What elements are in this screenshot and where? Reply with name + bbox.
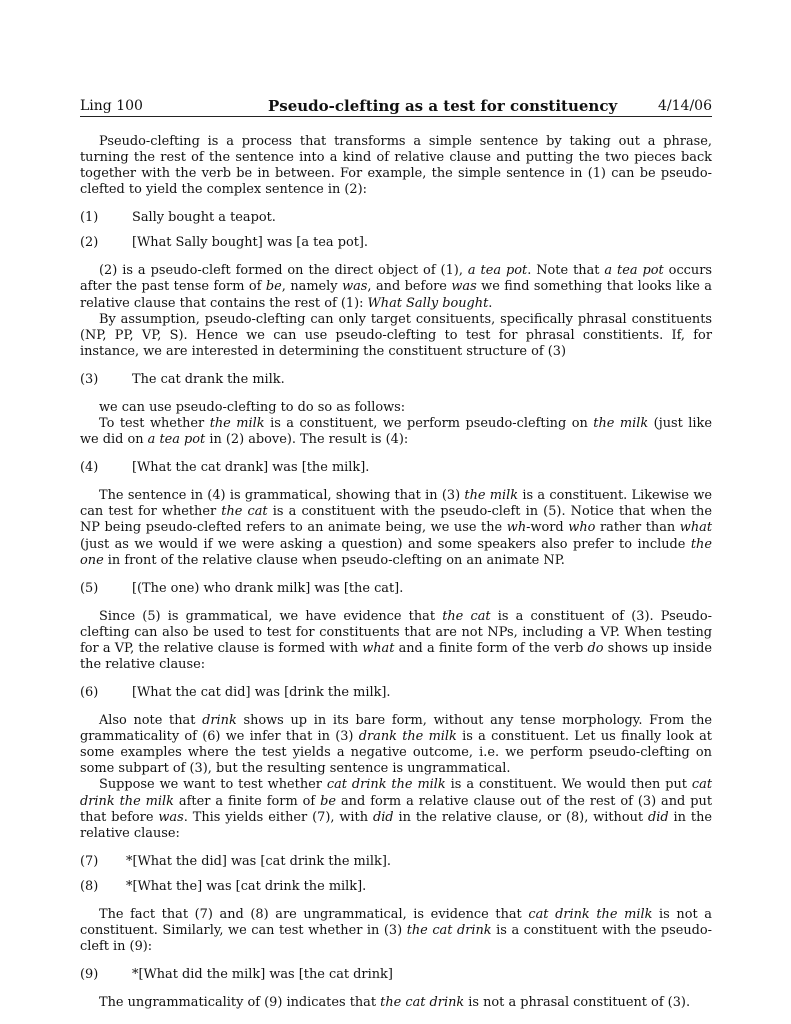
course-label: Ling 100 — [80, 98, 143, 114]
example-sentence: [What the cat did] was [drink the milk]. — [132, 685, 391, 701]
example-sentence: *[What the did] was [cat drink the milk]. — [126, 853, 391, 869]
paragraph-grammatical-5: Since (5) is grammatical, we have evidence that the cat is a constituent of (3). Pseudo-clefting can also be used to test for constituents that are not NPs, including a VP. When testing for a VP, the relative clause is formed with what and a finite form of the verb do shows up inside the relative clause: — [80, 608, 713, 672]
paragraph-bare-form: Also note that drink shows up in its bare form, without any tense morphology. From the grammaticality of (6) we infer that in (3) drank the milk is a constituent. Let us finally look at some examples where the test yields a negative outcome, i.e. we perform pseudo-clefting on some subpart of (3), but the resulting sentence is ungrammatical. — [80, 713, 712, 777]
example-1 — [80, 210, 712, 226]
page-header — [80, 98, 712, 117]
example-3 — [80, 372, 712, 388]
document-page — [80, 98, 712, 1011]
example-sentence: The cat drank the milk. — [132, 371, 285, 387]
example-number: (8) — [80, 878, 99, 894]
paragraph-intro: Pseudo-clefting is a process that transforms a simple sentence by taking out a phrase, turning the rest of the sentence into a kind of relative clause and putting the two pieces back together with the verb be in between. For example, the simple sentence in (1) can be pseudo-clefted to yield the complex sentence in (2): — [80, 134, 712, 198]
example-6 — [80, 685, 712, 701]
example-number: (9) — [80, 967, 99, 983]
paragraph-test-the-milk: To test whether the milk is a constituent, we perform pseudo-clefting on the milk (just like we did on a tea pot in (2) above). The result is (4): — [80, 416, 712, 448]
date-label: 4/14/06 — [658, 98, 712, 114]
example-number: (6) — [80, 685, 99, 701]
example-number: (3) — [80, 371, 99, 387]
example-2 — [80, 235, 712, 251]
example-5 — [80, 581, 712, 597]
example-number: (5) — [80, 580, 99, 596]
example-7 — [80, 854, 712, 870]
example-sentence: *[What the] was [cat drink the milk]. — [126, 878, 367, 894]
paragraph-grammatical-4: The sentence in (4) is grammatical, showing that in (3) the milk is a constituent. Likewise we can test for whether the cat is a constituent with the pseudo-cleft in (5). Notice that when the NP being pseudo-clefted refers to an animate being, we use the wh-word who rather than what (just as we would if we were asking a question) and some speakers also prefer to include the one in front of the relative clause when pseudo-clefting on an animate NP. — [80, 488, 712, 568]
example-sentence: [(The one) who drank milk] was [the cat]. — [132, 580, 404, 596]
paragraph-as-follows: we can use pseudo-clefting to do so as follows: — [99, 399, 406, 415]
page-title: Pseudo-clefting as a test for constituency — [268, 97, 618, 115]
example-9 — [80, 967, 712, 983]
example-number: (7) — [80, 853, 99, 869]
paragraph-negative-test: Suppose we want to test whether cat drink the milk is a constituent. We would then put cat drink the milk after a finite form of be and form a relative clause out of the rest of (3) and put that before was. This yields either (7), with did in the relative clause, or (8), without did in the relative clause: — [80, 777, 713, 841]
example-sentence: Sally bought a teapot. — [132, 210, 276, 226]
paragraph-conclusion: The ungrammaticality of (9) indicates that the cat drink is not a phrasal constituent of (3). — [99, 995, 691, 1011]
paragraph-ungrammatical-7-8: The fact that (7) and (8) are ungrammatical, is evidence that cat drink the milk is not a constituent. Similarly, we can test whether in (3) the cat drink is a constituent with the pseudo-cleft in (9): — [80, 906, 713, 954]
paragraph-assumption: By assumption, pseudo-clefting can only target consituents, specifically phrasal constituents (NP, PP, VP, S). Hence we can use pseudo-clefting to test for phrasal constitients. If, for instance, we are interested in determining the constituent structure of (3) — [80, 311, 712, 359]
example-number: (2) — [80, 235, 99, 251]
example-number: (4) — [80, 460, 99, 476]
example-sentence: *[What did the milk] was [the cat drink] — [132, 967, 393, 983]
example-8 — [80, 879, 712, 895]
example-number: (1) — [80, 210, 99, 226]
example-sentence: [What the cat drank] was [the milk]. — [132, 460, 370, 476]
example-sentence: [What Sally bought] was [a tea pot]. — [132, 235, 369, 251]
paragraph-pseudo-cleft-description: (2) is a pseudo-cleft formed on the direct object of (1), a tea pot. Note that a tea pot occurs after the past tense form of be, namely was, and before was we find something that looks like a relative clause that contains the rest of (1): What Sally bought. — [80, 263, 712, 311]
example-4 — [80, 460, 712, 476]
